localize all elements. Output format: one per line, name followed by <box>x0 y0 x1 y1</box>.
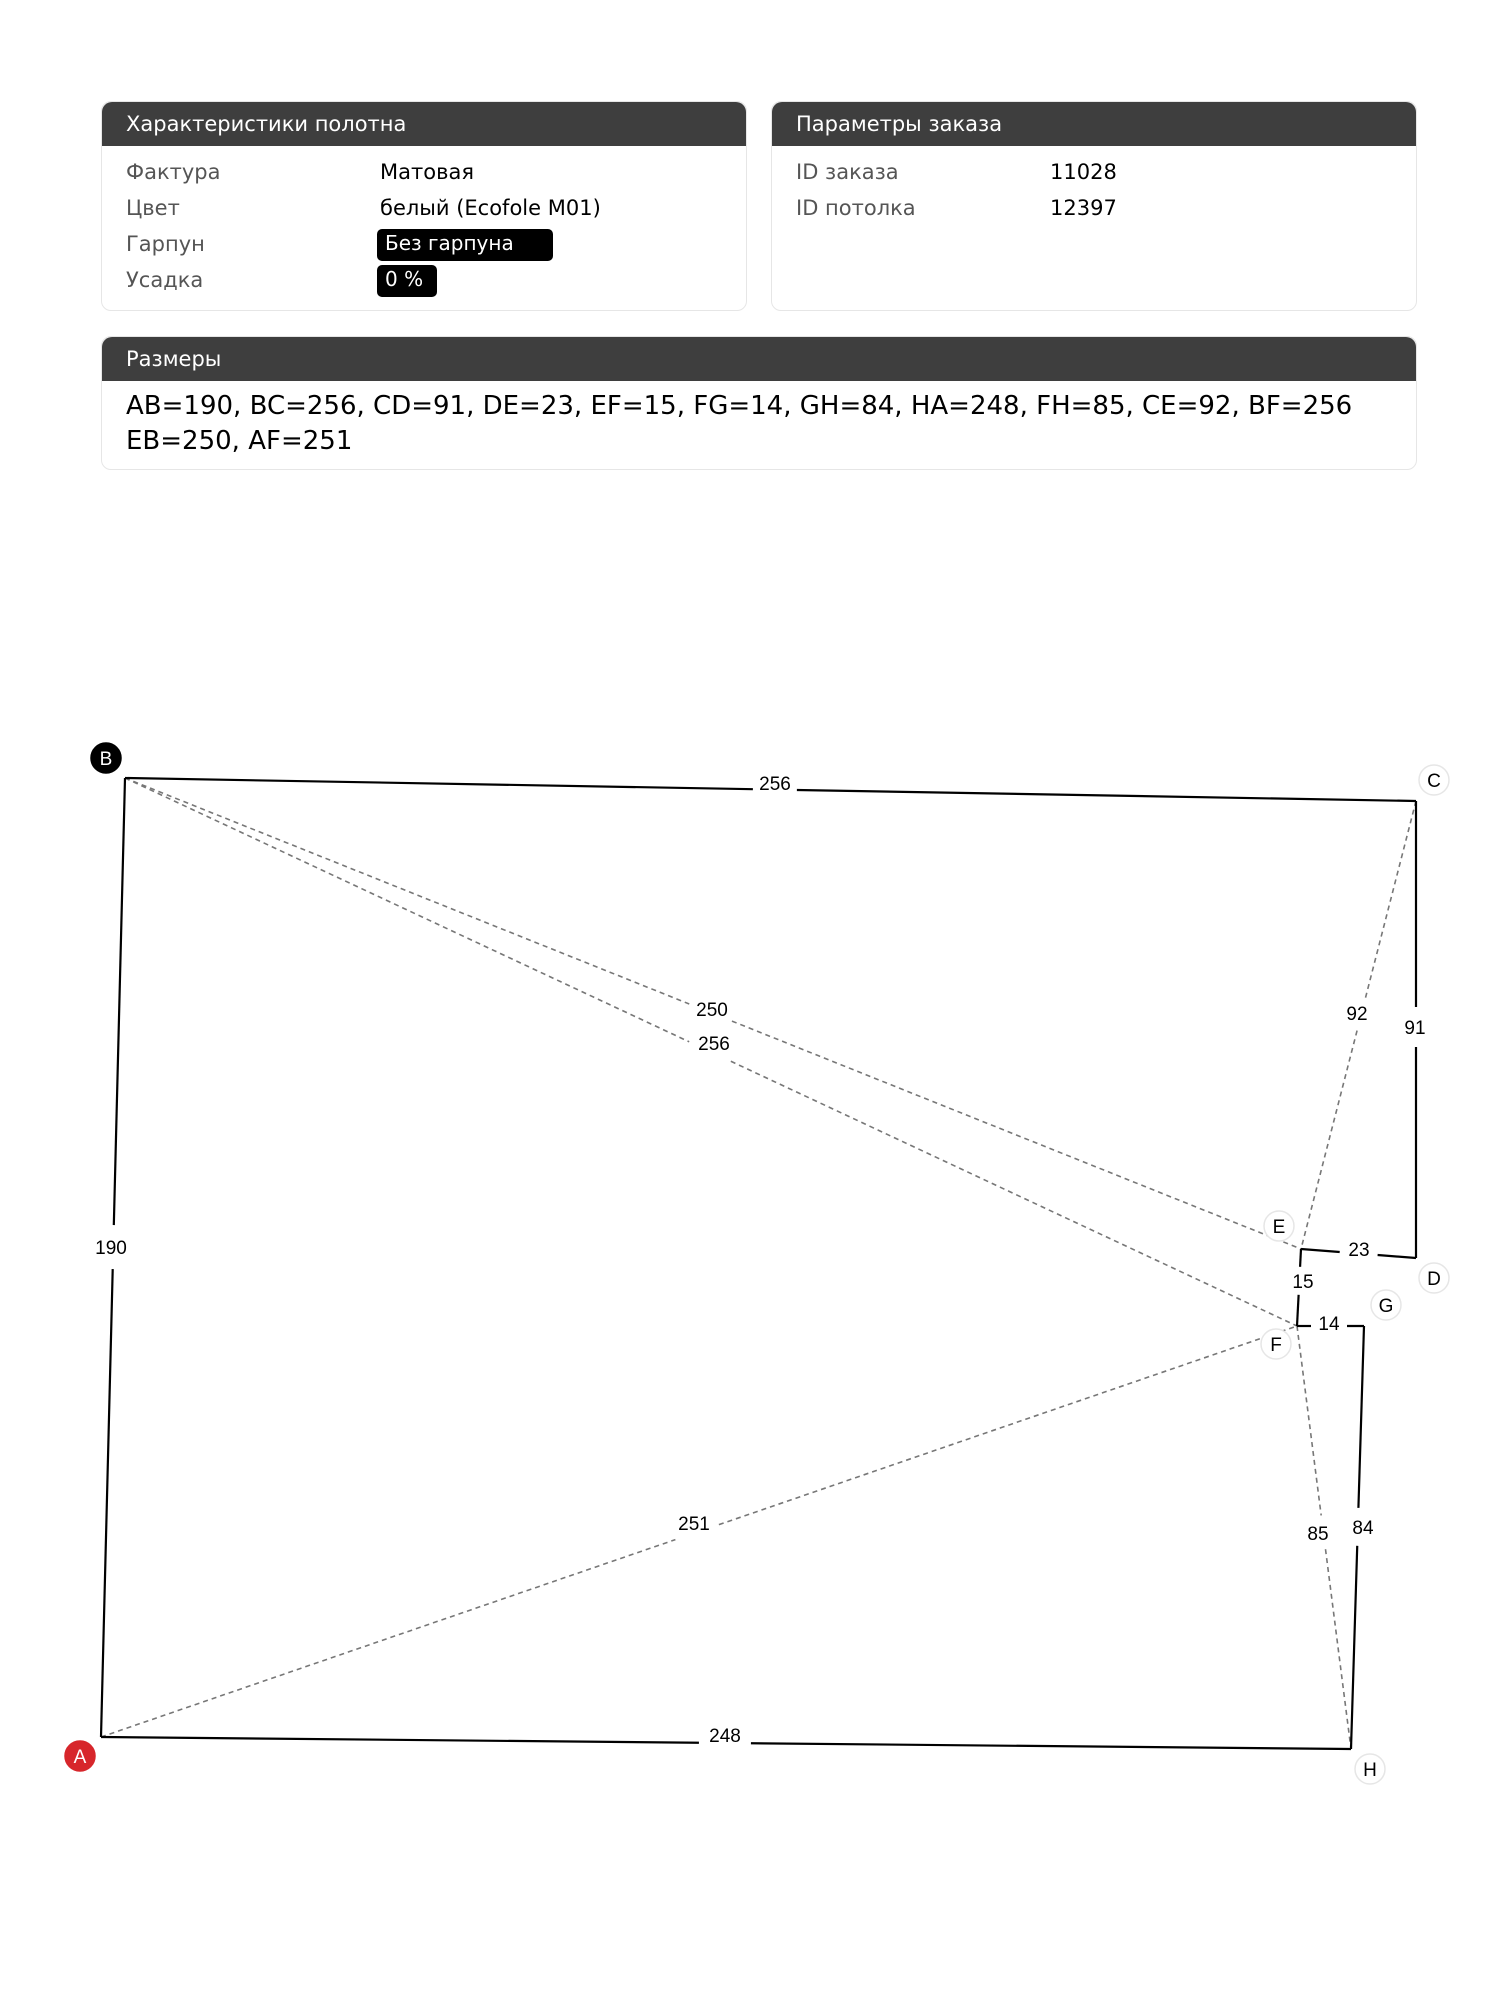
vertex-f <box>1261 1329 1291 1359</box>
vertex-e <box>1264 1211 1294 1241</box>
edge-label-f-g: 14 <box>1318 1314 1340 1335</box>
vertex-b <box>91 743 121 773</box>
edge-line-g-h <box>1351 1546 1357 1749</box>
vertex-label: E <box>1272 1217 1286 1238</box>
canvas-properties-title: Характеристики полотна <box>102 102 746 146</box>
edge-line-g-h <box>1358 1326 1364 1508</box>
vertex-h <box>1355 1754 1385 1784</box>
property-label: Гарпун <box>126 232 205 256</box>
ceiling-id-value: 12397 <box>1050 196 1117 220</box>
edge-label-g-h: 84 <box>1352 1518 1374 1539</box>
edge-label-b-c: 256 <box>759 774 791 795</box>
vertex-d <box>1419 1263 1449 1293</box>
diagonal-line-b-e <box>125 778 689 1004</box>
order-parameters-title: Параметры заказа <box>772 102 1416 146</box>
vertex-label: A <box>73 1747 87 1768</box>
sizes-title: Размеры <box>102 337 1416 381</box>
diagonal-line-b-f <box>731 1061 1297 1326</box>
diagonal-line-b-e <box>732 1021 1301 1249</box>
edge-label-a-b: 190 <box>95 1238 127 1259</box>
vertex-label: B <box>99 749 113 770</box>
diagonal-line-c-e <box>1301 1031 1357 1249</box>
points-layer <box>65 743 1449 1784</box>
vertex-label: H <box>1363 1760 1377 1781</box>
diagonal-line-c-e <box>1366 801 1416 998</box>
diagonal-label-b-e: 250 <box>696 1000 728 1021</box>
diagonal-line-f-h <box>1297 1326 1321 1515</box>
vertex-c <box>1419 765 1449 795</box>
diagonals-layer <box>101 778 1416 1749</box>
property-label: Усадка <box>126 268 204 292</box>
diagonal-line-a-f <box>719 1326 1297 1525</box>
diagonal-label-f-h: 85 <box>1307 1524 1329 1545</box>
edge-label-d-e: 23 <box>1348 1240 1370 1261</box>
edge-line-a-b <box>101 1269 113 1737</box>
sizes-line-1: AB=190, BC=256, CD=91, DE=23, EF=15, FG=14, GH=84, HA=248, FH=85, CE=92, BF=256 <box>126 391 1353 421</box>
edges-layer <box>101 778 1416 1749</box>
property-label: Цвет <box>126 196 180 220</box>
edge-line-a-b <box>114 778 125 1225</box>
ceiling-id-label: ID потолка <box>796 196 916 220</box>
diagonal-line-a-f <box>101 1540 675 1737</box>
edge-label-e-f: 15 <box>1292 1272 1314 1293</box>
vertex-a <box>65 1741 95 1771</box>
edge-label-c-d: 91 <box>1404 1018 1426 1039</box>
vertex-g <box>1371 1290 1401 1320</box>
edge-line-e-f <box>1300 1249 1301 1267</box>
sizes-line-2: EB=250, AF=251 <box>126 426 353 456</box>
edge-line-d-e <box>1301 1249 1340 1252</box>
vertex-label: C <box>1427 771 1441 792</box>
edge-label-h-a: 248 <box>709 1726 741 1747</box>
vertex-label: D <box>1427 1269 1441 1290</box>
labels-layer <box>95 774 1425 1747</box>
property-label: Фактура <box>126 160 221 184</box>
property-value: Матовая <box>380 160 474 184</box>
vertex-label: G <box>1378 1296 1394 1317</box>
edge-line-e-f <box>1297 1295 1299 1326</box>
edge-line-b-c <box>125 778 753 789</box>
edge-line-h-a <box>101 1737 699 1743</box>
property-value: белый (Ecofole M01) <box>380 196 601 220</box>
edge-line-d-e <box>1378 1255 1416 1258</box>
edge-line-h-a <box>751 1743 1351 1749</box>
diagonal-label-a-f: 251 <box>678 1514 710 1535</box>
diagonal-line-f-h <box>1325 1549 1351 1749</box>
edge-line-b-c <box>797 790 1416 801</box>
diagonal-line-b-f <box>125 778 689 1042</box>
diagonal-label-c-e: 92 <box>1346 1004 1368 1025</box>
order-id-value: 11028 <box>1050 160 1117 184</box>
shrinkage-badge: 0 % <box>377 265 437 297</box>
vertex-label: F <box>1270 1335 1282 1356</box>
order-id-label: ID заказа <box>796 160 899 184</box>
harpoon-badge: Без гарпуна <box>377 229 553 261</box>
diagonal-label-b-f: 256 <box>698 1034 730 1055</box>
